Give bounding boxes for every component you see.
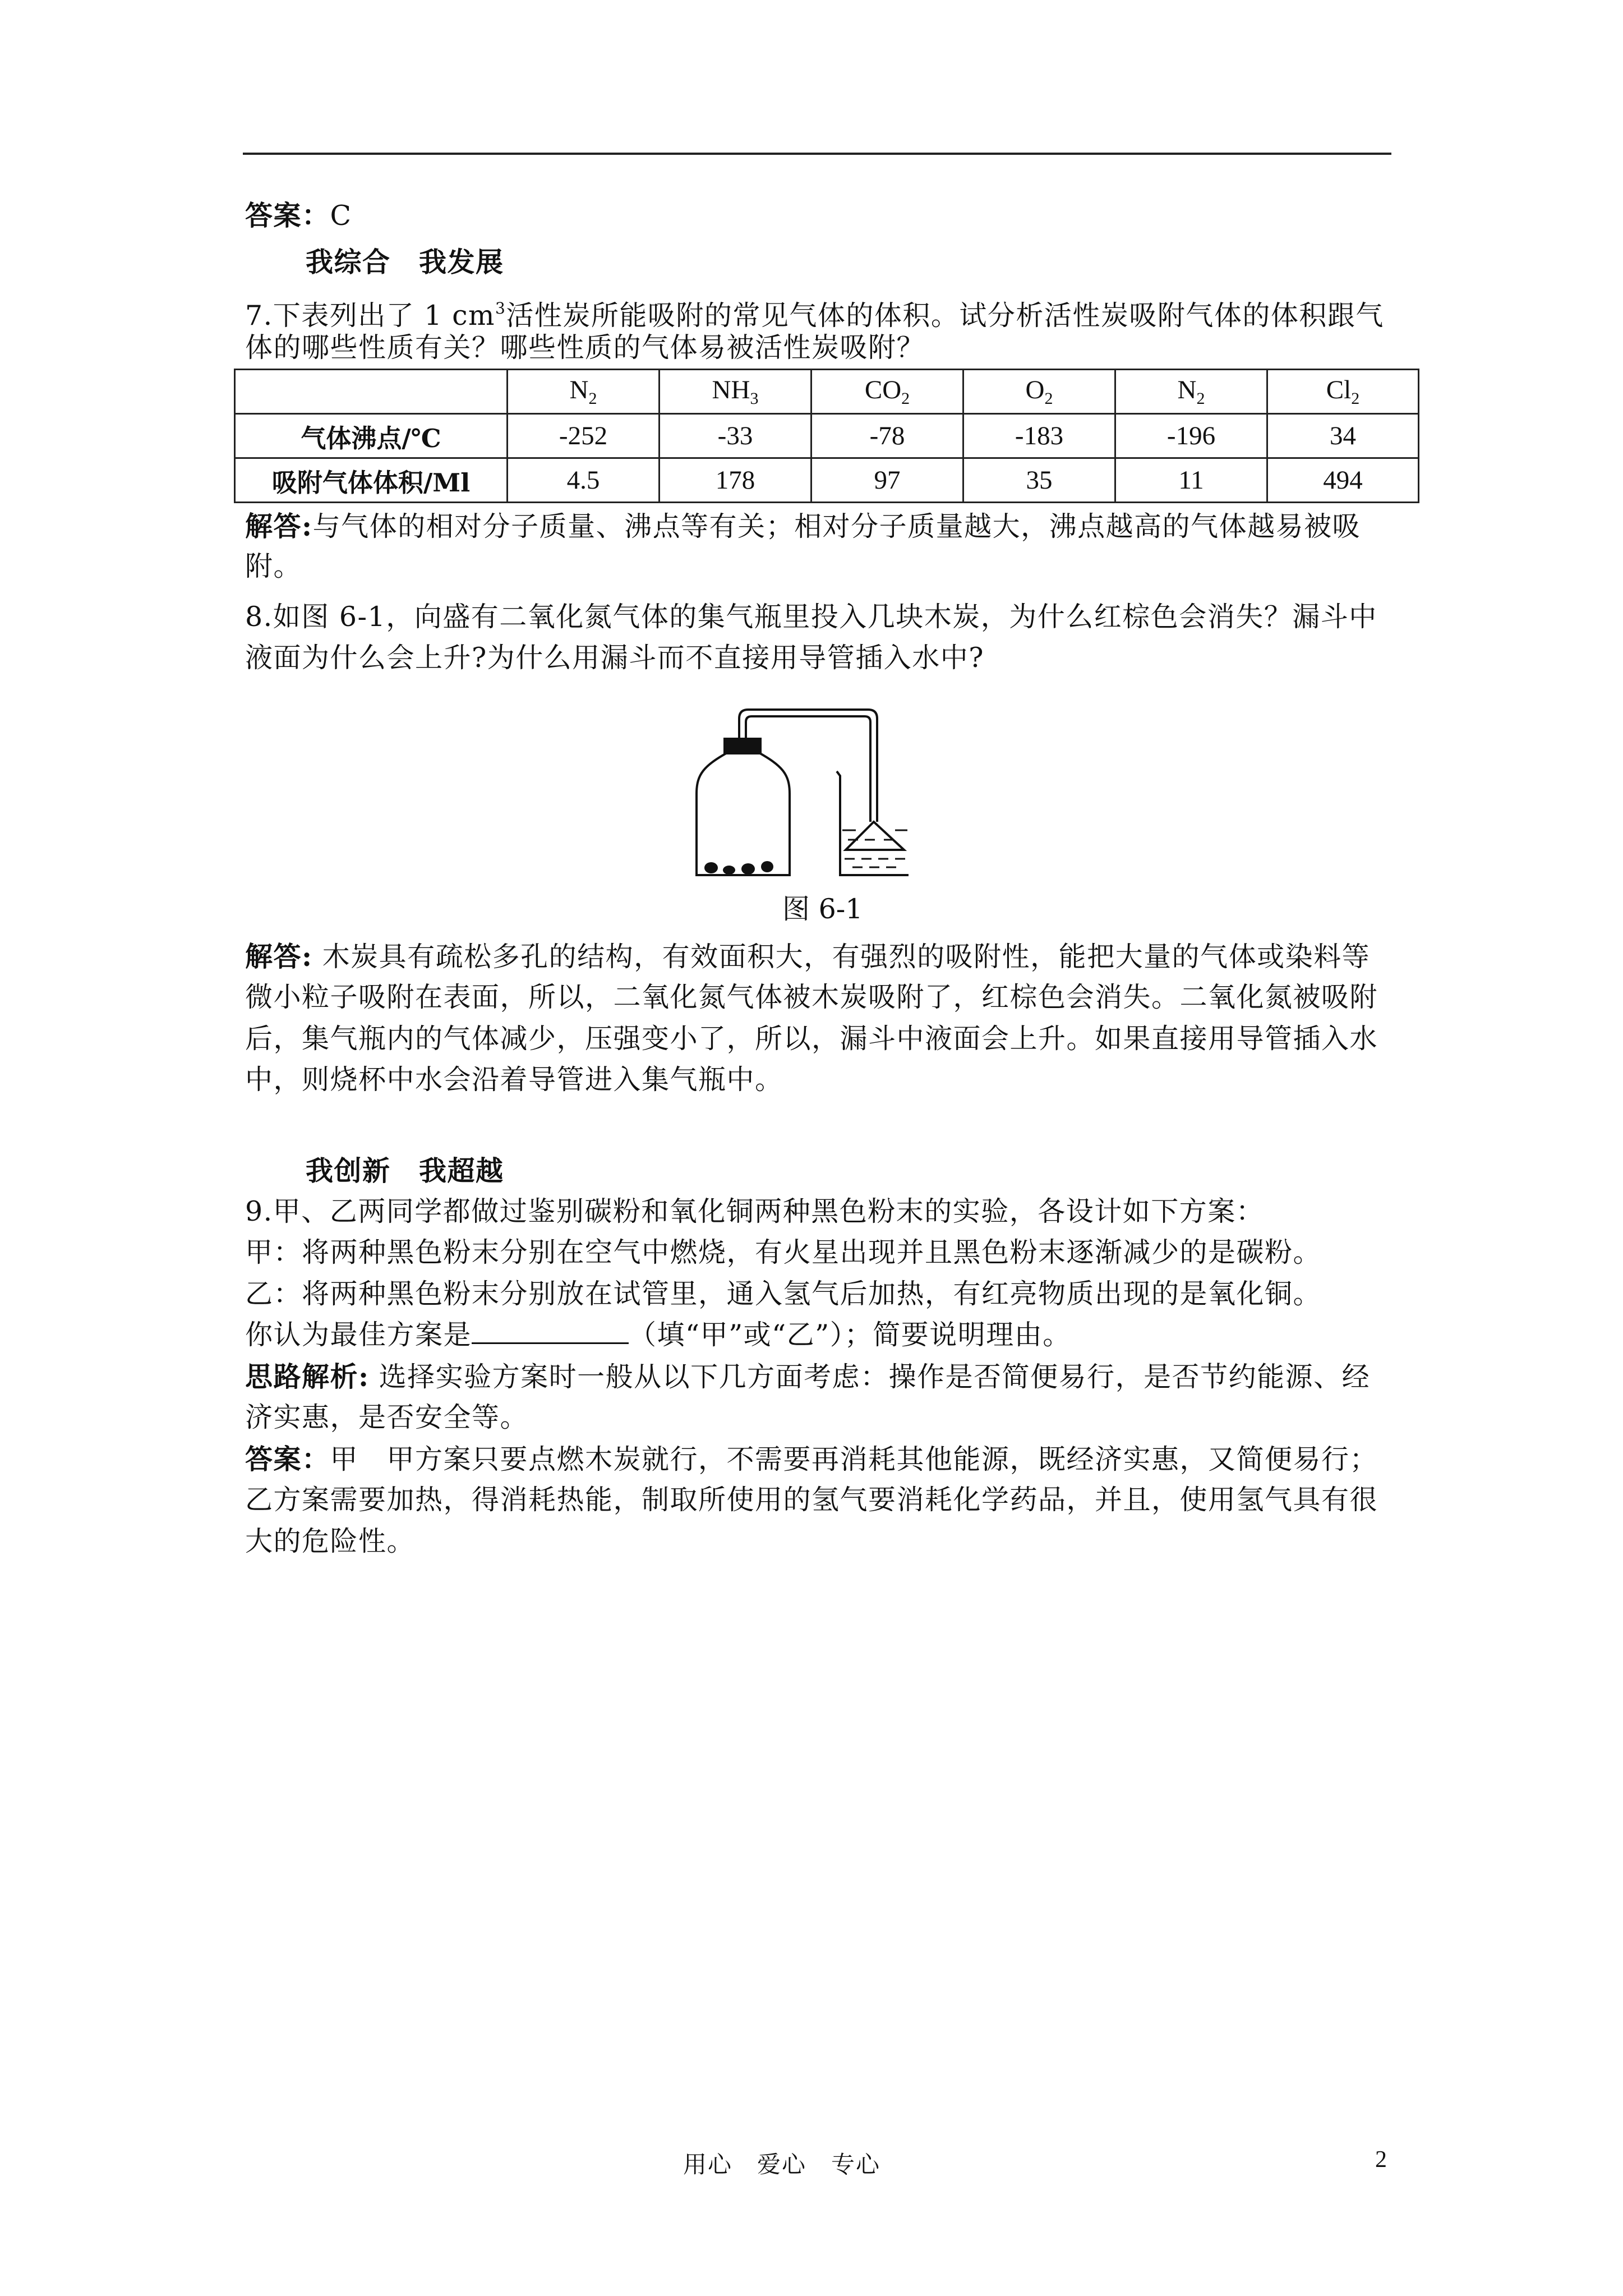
table-col-header: $O_2$ [963, 370, 1115, 414]
table-col-header: $N_2$ [508, 370, 660, 414]
table-row-header: 吸附气体体积/Ml [235, 458, 508, 503]
answer-6-label: 答案： [245, 199, 330, 232]
question-9-line-4: 你认为最佳方案是 （填“甲”或“乙”）；简要说明理由。 [245, 1319, 1071, 1351]
question-8-answer-line-2: 微小粒子吸附在表面，所以，二氧化氮气体被木炭吸附了，红棕色会消失。二氧化氮被吸附 [245, 981, 1378, 1013]
question-7-line-1: 7.下表列出了 1 $cm^3$活性炭所能吸附的常见气体的体积。试分析活性炭吸附气体的体积跟气 [245, 299, 1384, 332]
delivery-tube [739, 710, 877, 822]
table-row-header: 气体沸点/℃ [235, 414, 508, 458]
section-title-2: 我创新 我超越 [306, 1154, 504, 1187]
table-cell: -196 [1115, 414, 1267, 458]
question-7-answer-line-2: 附。 [245, 550, 302, 582]
funnel [846, 822, 904, 850]
table-header-row [235, 370, 1419, 414]
question-9-answer-line-1: 答案：甲 甲方案只要点燃木炭就行，不需要再消耗其他能源，既经济实惠，又简便易行； [245, 1443, 1378, 1475]
question-8-line-2: 液面为什么会上升?为什么用漏斗而不直接用导管插入水中? [245, 642, 985, 674]
answer-6 [245, 199, 352, 233]
charcoal-pieces [704, 861, 773, 875]
question-7-line-2: 体的哪些性质有关？哪些性质的气体易被活性炭吸附？ [245, 332, 925, 364]
table-cell: -78 [811, 414, 963, 458]
question-9-thinking-line-2: 济实惠，是否安全等。 [245, 1401, 529, 1433]
table-cell: -252 [508, 414, 660, 458]
section-title-1: 我综合 我发展 [306, 246, 504, 278]
question-9-answer-line-3: 大的危险性。 [245, 1525, 416, 1557]
answer-6-value: C [330, 200, 352, 232]
table-cell: 35 [963, 458, 1115, 503]
question-9-thinking-line-1: 思路解析: 选择实验方案时一般从以下几方面考虑：操作是否简便易行，是否节约能源、经 [245, 1360, 1371, 1393]
question-9-line-3: 乙：将两种黑色粉末分别放在试管里，通入氢气后加热，有红亮物质出现的是氧化铜。 [245, 1278, 1322, 1310]
stopper [725, 739, 760, 753]
table-col-header: $N_2$ [1115, 370, 1267, 414]
figure-caption: 图 6-1 [782, 893, 863, 925]
question-8-answer-line-3: 后，集气瓶内的气体减少，压强变小了，所以，漏斗中液面会上升。如果直接用导管插入水 [245, 1023, 1378, 1055]
answer-blank [472, 1320, 629, 1344]
table-cell: 178 [660, 458, 811, 503]
question-8-line-1: 8.如图 6-1，向盛有二氧化氮气体的集气瓶里投入几块木炭，为什么红棕色会消失？漏斗中 [245, 601, 1377, 633]
page-footer: 用心 爱心 专心 [683, 2151, 881, 2178]
gas-bottle [697, 752, 790, 875]
question-9-answer-line-2: 乙方案需要加热，得消耗热能，制取所使用的氢气要消耗化学药品，并且，使用氢气具有很 [245, 1484, 1378, 1516]
question-9-line-1: 9.甲、乙两同学都做过鉴别碳粉和氧化铜两种黑色粉末的实验，各设计如下方案： [245, 1195, 1265, 1227]
table-cell: 34 [1267, 414, 1419, 458]
table-col-header: $NH_3$ [660, 370, 811, 414]
table-cell: -33 [660, 414, 811, 458]
page-number: 2 [1375, 2147, 1387, 2173]
table-col-header: $Cl_2$ [1267, 370, 1419, 414]
table-cell: 97 [811, 458, 963, 503]
table-cell: 11 [1115, 458, 1267, 503]
apparatus-figure-drawing [690, 682, 909, 884]
table-cell: 4.5 [508, 458, 660, 503]
question-8-answer-line-4: 中，则烧杯中水会沿着导管进入集气瓶中。 [245, 1064, 783, 1096]
question-8-answer-line-1: 解答: 木炭具有疏松多孔的结构，有效面积大，有强烈的吸附性，能把大量的气体或染料等 [245, 940, 1371, 973]
table-cell: 494 [1267, 458, 1419, 503]
header-rule [243, 153, 1391, 155]
table-cell: -183 [963, 414, 1115, 458]
question-7-answer-line-1: 解答:与气体的相对分子质量、沸点等有关；相对分子质量越大，沸点越高的气体越易被吸 [245, 510, 1361, 542]
question-9-line-2: 甲：将两种黑色粉末分别在空气中燃烧，有火星出现并且黑色粉末逐渐减少的是碳粉。 [245, 1236, 1322, 1268]
table-corner-cell [235, 370, 508, 414]
table-col-header: $CO_2$ [811, 370, 963, 414]
